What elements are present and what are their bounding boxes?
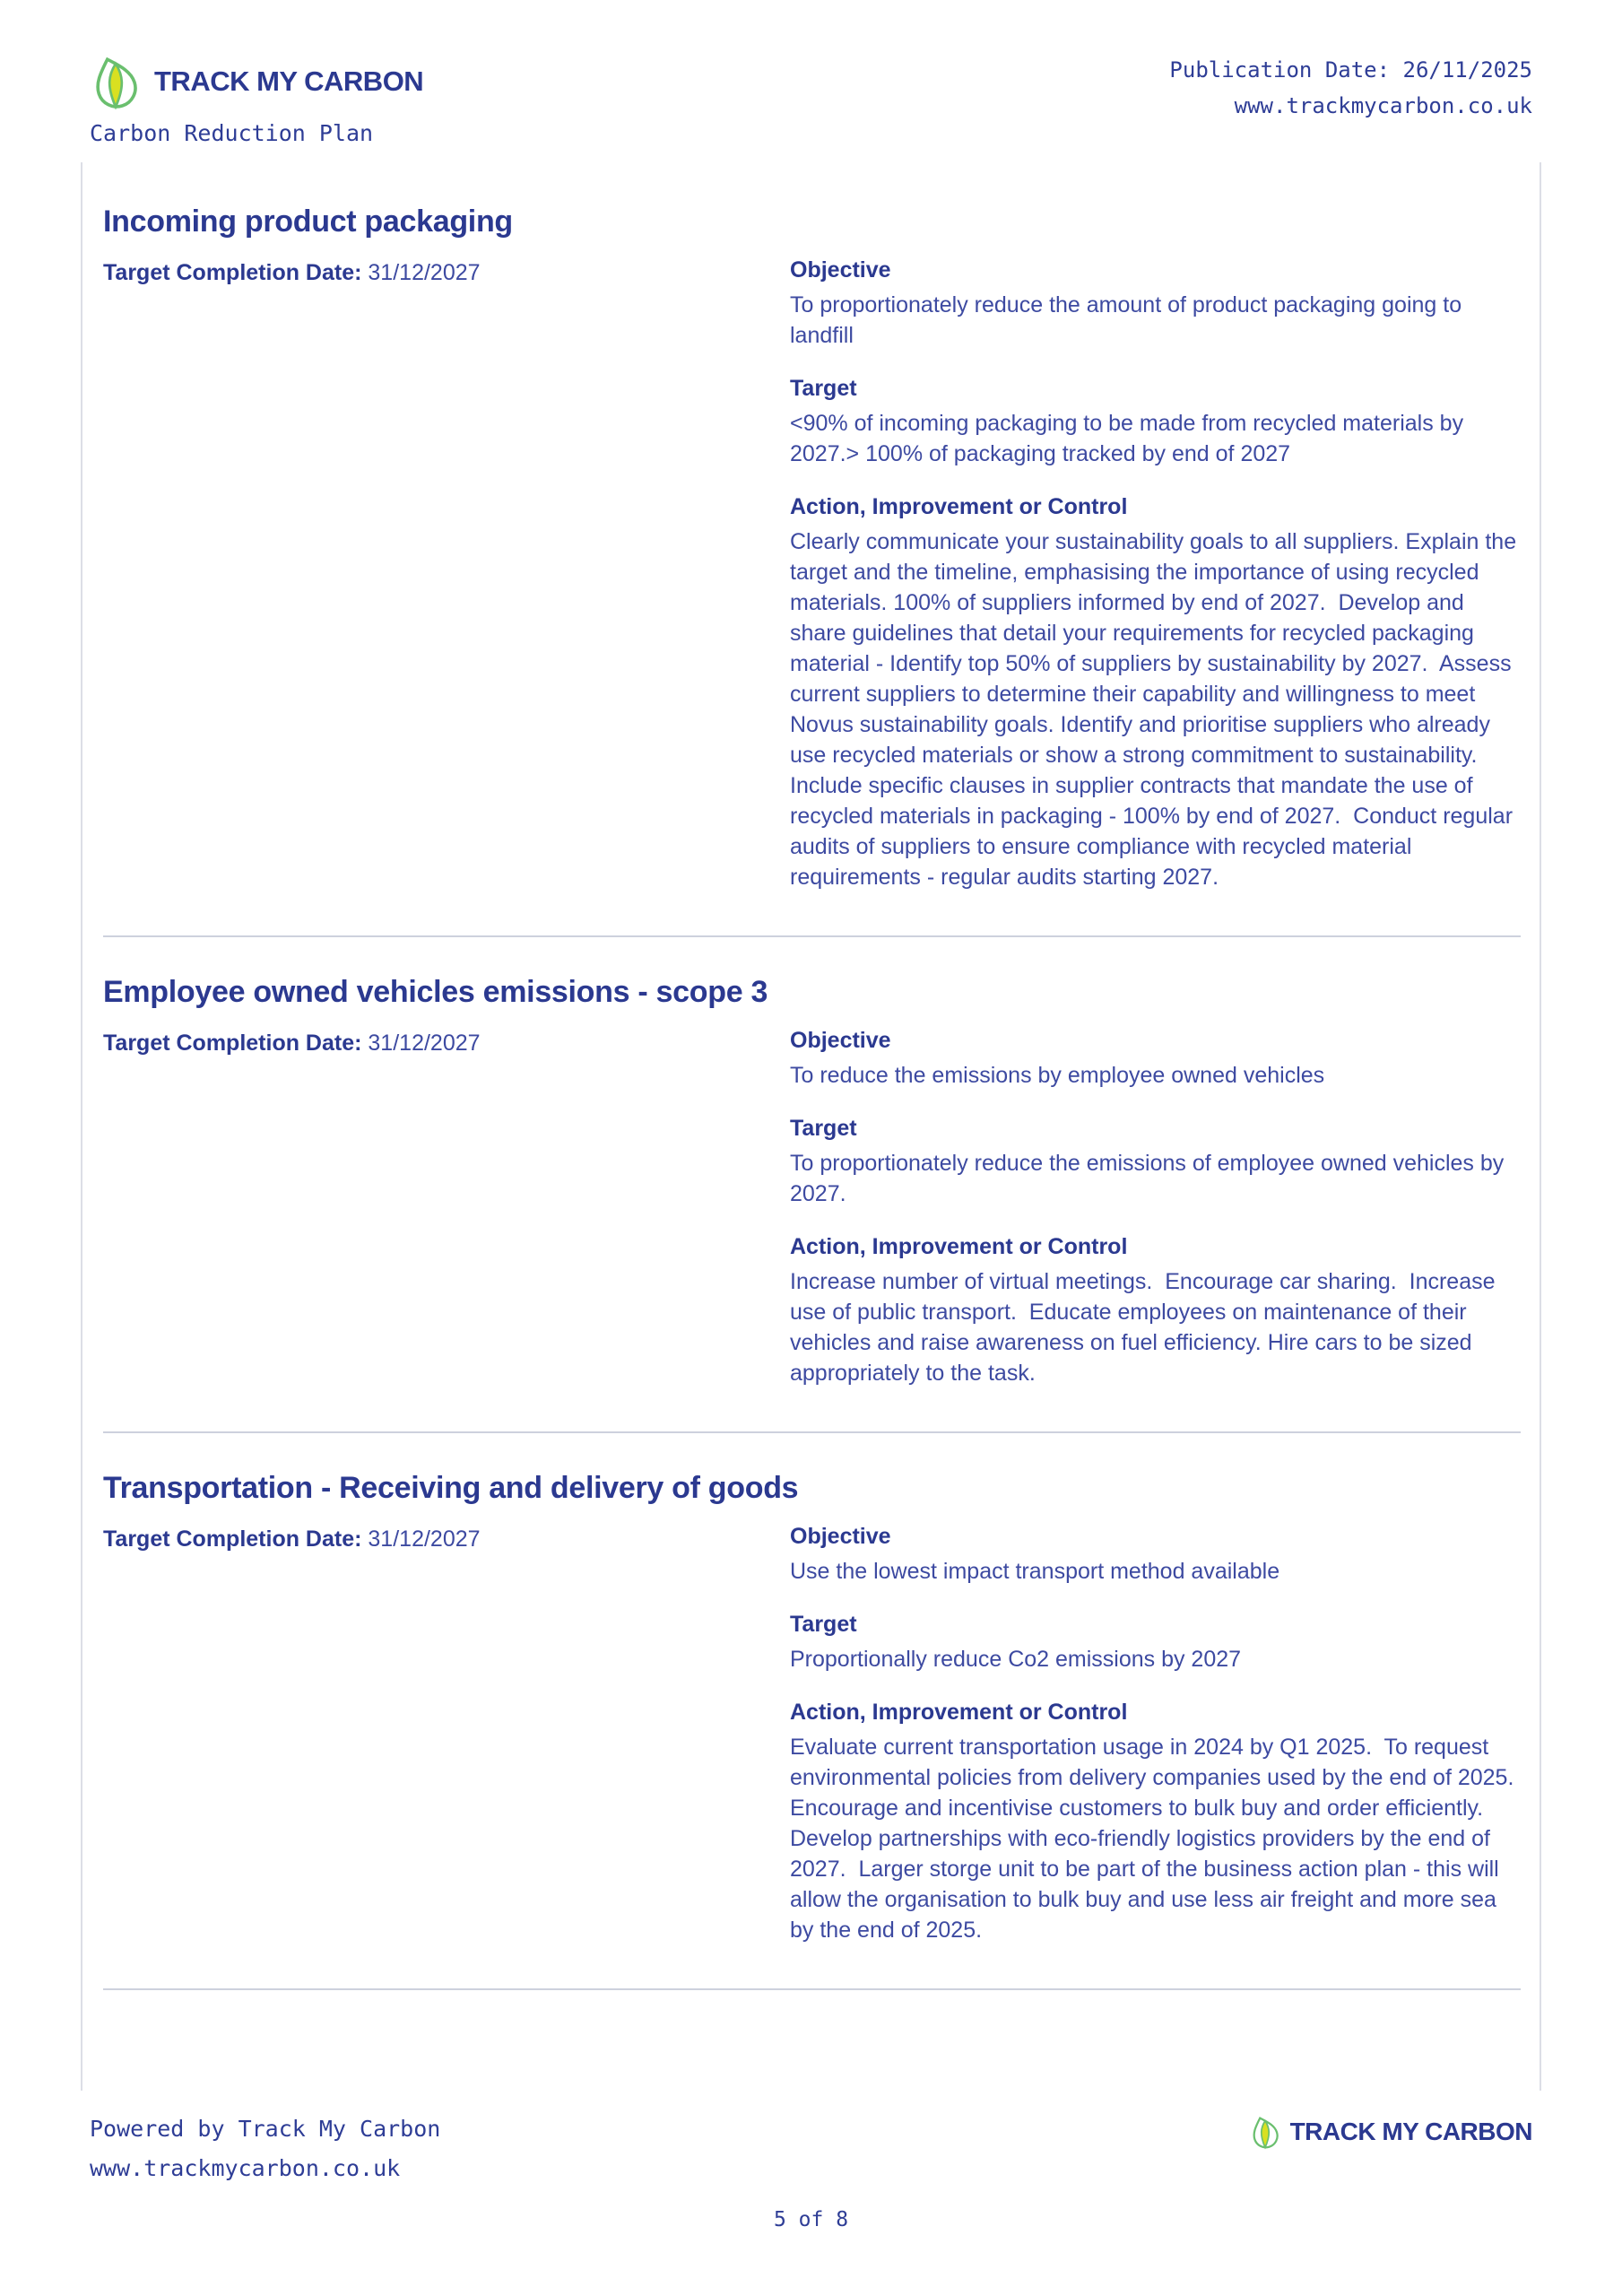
target-text: To proportionately reduce the emissions of employee owned vehicles by 2027. xyxy=(790,1151,1511,1206)
footer-left xyxy=(90,2109,440,2188)
target-completion-date-label: Target Completion Date: xyxy=(103,1526,362,1552)
footer-brand-lockup xyxy=(1249,2113,1532,2151)
section-meta xyxy=(103,257,790,288)
target-completion-date-value: 31/12/2027 xyxy=(368,260,481,285)
section-detail xyxy=(790,257,1521,892)
left-rule xyxy=(81,162,82,2091)
action-text: Increase number of virtual meetings. Encourage car sharing. Increase use of public transport. Educate employees on maintenance of their vehicles and raise awareness on fuel efficiency. Hire cars to be sized appropriately to the task. xyxy=(790,1269,1502,1386)
action-label: Action, Improvement or Control xyxy=(790,1700,1128,1725)
footer-website-link[interactable]: www.trackmycarbon.co.uk xyxy=(90,2155,401,2181)
section-detail xyxy=(790,1028,1521,1388)
content-area xyxy=(103,204,1521,2028)
objective-label: Objective xyxy=(790,1524,891,1549)
section-employee-owned-vehicles xyxy=(103,975,1521,1388)
section-meta xyxy=(103,1524,790,1554)
action-text: Evaluate current transportation usage in 2024 by Q1 2025. To request environmental policies from delivery companies used by the end of 2025. Encourage and incentivise customers to bulk buy and order efficiently. Develop partnerships with eco-friendly logistics providers by the end of 2027. Larger storge unit to be part of the business action plan - this will allow the organisation to bulk buy and use less air freight and more sea by the end of 2025. xyxy=(790,1735,1521,1943)
section-meta xyxy=(103,1028,790,1058)
target-label: Target xyxy=(790,1116,857,1141)
header-website-link[interactable]: www.trackmycarbon.co.uk xyxy=(1234,93,1532,118)
section-transportation-goods xyxy=(103,1471,1521,1945)
leaf-drop-logo-icon xyxy=(90,52,142,111)
brand-name: TRACK MY CARBON xyxy=(154,65,424,97)
target-completion-date-value: 31/12/2027 xyxy=(368,1031,481,1056)
header-left xyxy=(90,52,423,146)
target-text: Proportionally reduce Co2 emissions by 2027 xyxy=(790,1647,1242,1672)
section-title: Employee owned vehicles emissions - scope 3 xyxy=(103,975,768,1009)
section-title: Incoming product packaging xyxy=(103,204,513,239)
section-divider xyxy=(103,1988,1521,1990)
objective-text: To reduce the emissions by employee owned vehicles xyxy=(790,1063,1325,1088)
publication-date: Publication Date: 26/11/2025 xyxy=(1169,57,1532,83)
target-completion-date-label: Target Completion Date: xyxy=(103,260,362,285)
target-label: Target xyxy=(790,1612,857,1637)
target-label: Target xyxy=(790,376,857,401)
page-header xyxy=(90,52,1532,146)
action-label: Action, Improvement or Control xyxy=(790,1234,1128,1259)
target-text: <90% of incoming packaging to be made from recycled materials by 2027.> 100% of packaging tracked by end of 2027 xyxy=(790,411,1470,466)
objective-text: To proportionately reduce the amount of product packaging going to landfill xyxy=(790,292,1469,348)
objective-text: Use the lowest impact transport method available xyxy=(790,1559,1280,1584)
right-rule xyxy=(1540,162,1541,2091)
objective-label: Objective xyxy=(790,1028,891,1053)
page-footer xyxy=(90,2109,1532,2188)
leaf-drop-logo-icon xyxy=(1249,2113,1281,2151)
target-completion-date-value: 31/12/2027 xyxy=(368,1526,481,1552)
target-completion-date-label: Target Completion Date: xyxy=(103,1031,362,1056)
section-incoming-product-packaging xyxy=(103,204,1521,892)
page-number: 5 of 8 xyxy=(773,2208,849,2231)
document-title: Carbon Reduction Plan xyxy=(90,120,374,146)
brand-lockup xyxy=(90,52,423,111)
objective-label: Objective xyxy=(790,257,891,283)
powered-by-text: Powered by Track My Carbon xyxy=(90,2116,441,2142)
section-title: Transportation - Receiving and delivery of goods xyxy=(103,1471,799,1505)
action-label: Action, Improvement or Control xyxy=(790,494,1128,519)
section-divider xyxy=(103,1431,1521,1433)
section-detail xyxy=(790,1524,1521,1945)
section-divider xyxy=(103,935,1521,937)
action-text: Clearly communicate your sustainability goals to all suppliers. Explain the target and the timeline, emphasising the importance of using recycled materials. 100% of suppliers informed by end of 2027. Develop and share guidelines that detail your requirements for recycled packaging material - Identify top 50% of suppliers by sustainability by 2027. Assess current suppliers to determine their capability and willingness to meet Novus sustainability goals. Identify and prioritise suppliers who already use recycled materials or show a strong commitment to sustainability. Include specific clauses in supplier contracts that mandate the use of recycled materials in packaging - 100% by end of 2027. Conduct regular audits of suppliers to ensure compliance with recycled material requirements - regular audits starting 2027. xyxy=(790,529,1523,890)
footer-brand-name: TRACK MY CARBON xyxy=(1289,2118,1532,2145)
header-right xyxy=(1169,52,1532,124)
